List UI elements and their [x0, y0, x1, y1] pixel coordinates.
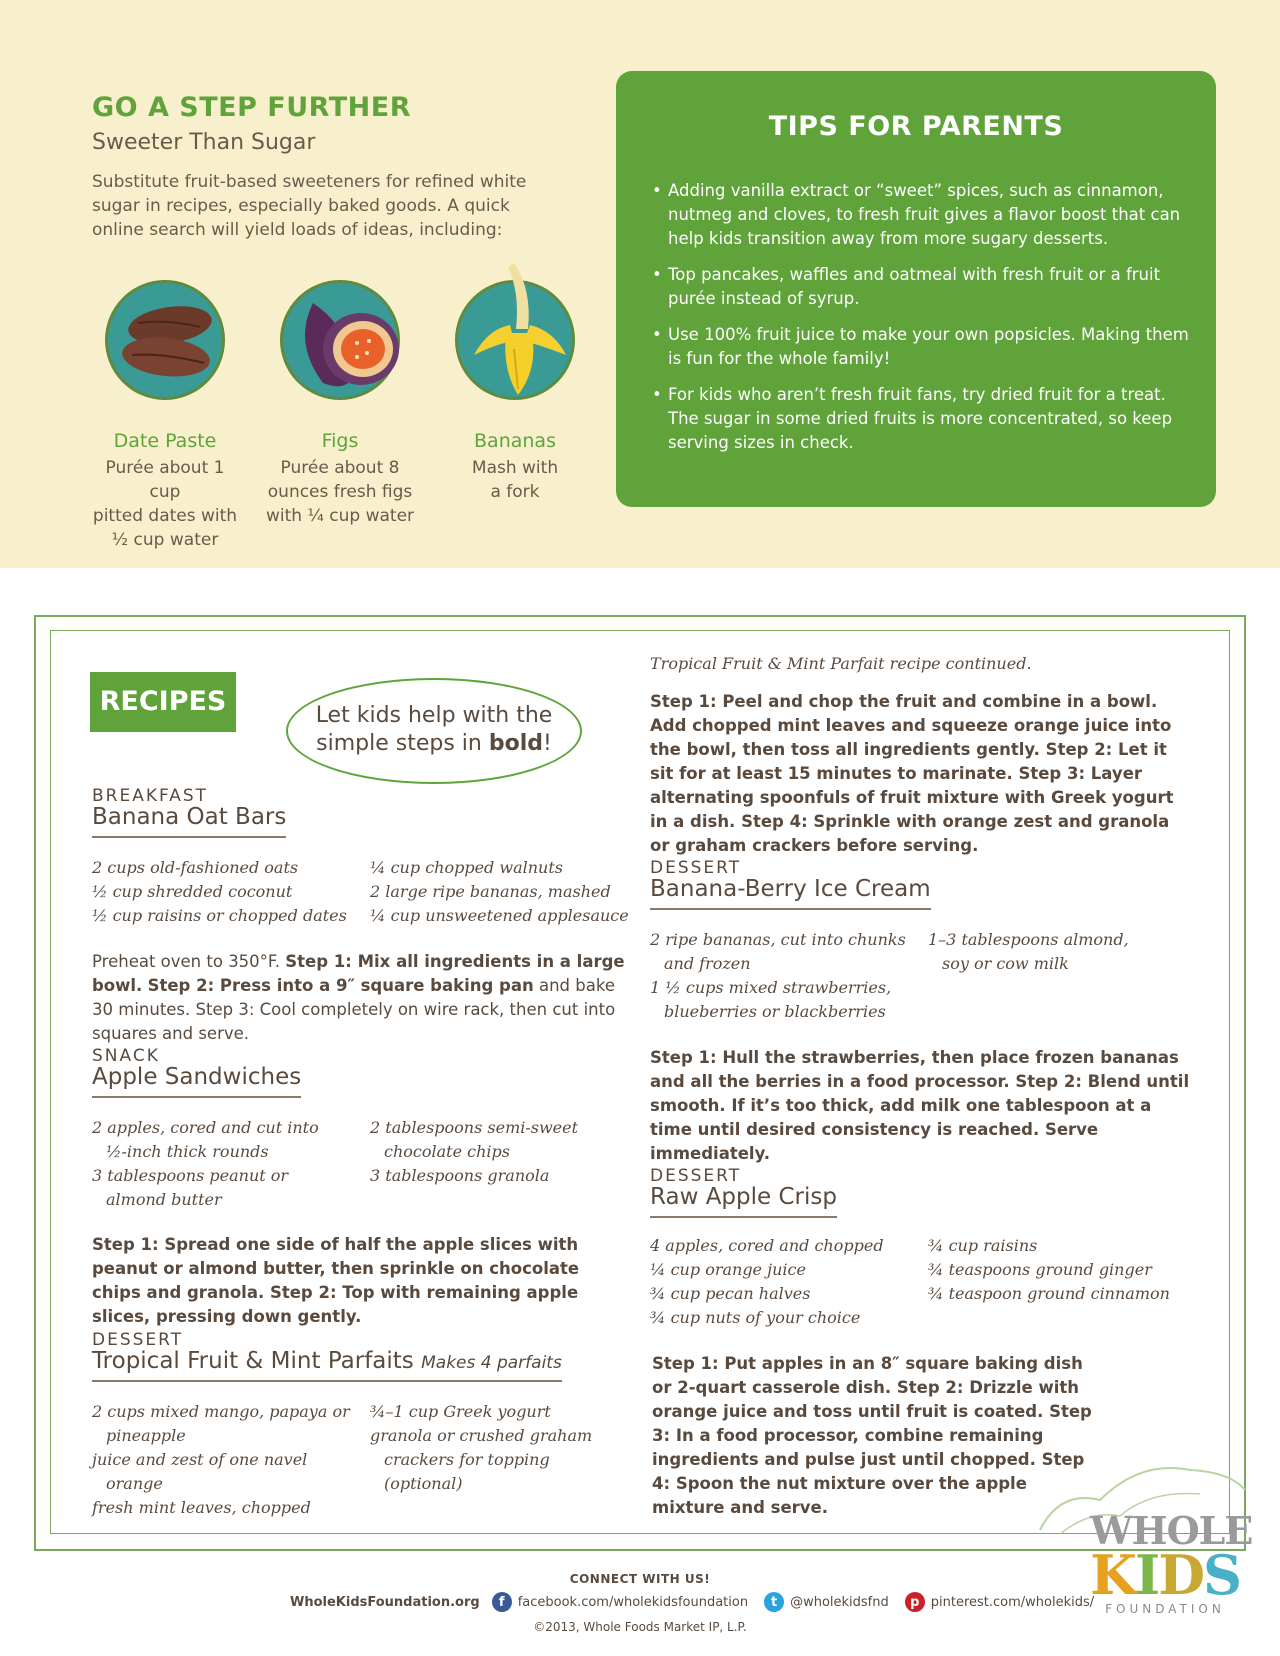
recipe-title: Raw Apple Crisp	[650, 1184, 837, 1218]
copyright: ©2013, Whole Foods Market IP, L.P.	[533, 1620, 747, 1634]
twitter-link[interactable]: t @wholekidsfnd	[764, 1592, 889, 1612]
recipe-steps: Step 1: Spread one side of half the apple slices with peanut or almond butter, then sprinkle on chocolate chips and granola. Step 2: Top with remaining apple slices, pressing down gently.	[92, 1235, 580, 1326]
recipe-title: Apple Sandwiches	[92, 1064, 301, 1098]
tips-box	[616, 71, 1216, 507]
recipe-title: Banana-Berry Ice Cream	[650, 876, 931, 910]
recipe-category: DESSERT	[650, 858, 742, 878]
whole-kids-logo: WHOLE KIDS FOUNDATION	[1090, 1508, 1253, 1616]
recipe-title: Tropical Fruit & Mint Parfaits Makes 4 parfaits	[92, 1348, 562, 1382]
recipe-category: SNACK	[92, 1046, 160, 1066]
ingredients-right: ¾–1 cup Greek yogurt granola or crushed graham crackers for topping (optional)	[370, 1402, 593, 1493]
recipe-title: Banana Oat Bars	[92, 804, 286, 838]
continued-note: Tropical Fruit & Mint Parfait recipe continued.	[650, 654, 1032, 673]
further-subheading: Sweeter Than Sugar	[92, 130, 316, 155]
logo-kids: KIDS	[1090, 1543, 1241, 1607]
fruit-desc: Purée about 1 cup pitted dates with ½ cup water	[92, 458, 238, 550]
ingredients-right: ¾ cup raisins ¾ teaspoons ground ginger ¾ teaspoon ground cinnamon	[928, 1236, 1170, 1303]
dates-icon	[105, 280, 225, 400]
further-text: Substitute fruit-based sweeteners for refined white sugar in recipes, especially baked goods. A quick online search will yield loads of ideas, including:	[92, 172, 527, 240]
fig-icon	[280, 280, 400, 400]
recipe-steps: Step 1: Put apples in an 8″ square baking dish or 2-quart casserole dish. Step 2: Drizzle with orange juice and toss until fruit is coated. Step 3: In a food processor, combine remaining ingredients and pulse just until chopped. Step 4: Spoon the nut mixture over the apple mixture and serve.	[652, 1354, 1092, 1517]
recipe-category: DESSERT	[92, 1330, 184, 1350]
ingredients-left: 2 cups old-fashioned oats ½ cup shredded coconut ½ cup raisins or chopped dates	[92, 858, 347, 925]
tip-item: • For kids who aren’t fresh fruit fans, try dried fruit for a treat. The sugar in some dried fruits is more concentrated, so keep serving sizes in check.	[652, 383, 1192, 455]
ingredients-right: ¼ cup chopped walnuts 2 large ripe bananas, mashed ¼ cup unsweetened applesauce	[370, 858, 629, 925]
social-links	[290, 1590, 1110, 1614]
fruit-date-paste	[90, 262, 240, 552]
tips-heading: TIPS FOR PARENTS	[768, 111, 1064, 142]
recipes-tag: RECIPES	[90, 672, 236, 732]
ingredients-right: 1–3 tablespoons almond, soy or cow milk	[928, 930, 1129, 973]
recipe-steps: Step 1: Hull the strawberries, then place frozen bananas and all the berries in a food processor. Step 2: Blend until smooth. If it’s too thick, add milk one tablespoon at a time until desired consistency is reached. Serve immediately.	[650, 1048, 1190, 1163]
twitter-icon: t	[764, 1592, 784, 1612]
tip-item: • Use 100% fruit juice to make your own popsicles. Making them is fun for the whole family!	[652, 323, 1192, 371]
fruit-name: Figs	[321, 430, 359, 452]
recipe-category: DESSERT	[650, 1166, 742, 1186]
website-link[interactable]: WholeKidsFoundation.org	[290, 1594, 480, 1610]
facebook-icon: f	[492, 1592, 512, 1612]
fruit-bananas	[440, 262, 590, 504]
connect-heading: CONNECT WITH US!	[569, 1572, 711, 1586]
ingredients-left: 2 cups mixed mango, papaya or pineapple juice and zest of one navel orange fresh mint leaves, chopped	[92, 1402, 350, 1517]
ingredients-right: 2 tablespoons semi-sweet chocolate chips 3 tablespoons granola	[370, 1118, 579, 1185]
ingredients-left: 4 apples, cored and chopped ¼ cup orange juice ¾ cup pecan halves ¾ cup nuts of your choice	[650, 1236, 884, 1327]
tip-item: • Top pancakes, waffles and oatmeal with fresh fruit or a fruit purée instead of syrup.	[652, 263, 1192, 311]
ingredients-left: 2 apples, cored and cut into ½-inch thick rounds 3 tablespoons peanut or almond butter	[92, 1118, 319, 1209]
ingredients-left: 2 ripe bananas, cut into chunks and frozen 1 ½ cups mixed strawberries, blueberries or blackberries	[650, 930, 906, 1021]
tip-item: • Adding vanilla extract or “sweet” spices, such as cinnamon, nutmeg and cloves, to fresh fruit gives a flavor boost that can help kids transition away from more sugary desserts.	[652, 179, 1192, 251]
banana-icon	[455, 280, 575, 400]
fruit-desc: Purée about 8 ounces fresh figs with ¼ cup water	[265, 458, 415, 526]
recipe-category: BREAKFAST	[92, 786, 209, 806]
tips-list	[652, 179, 1192, 467]
pinterest-link[interactable]: p pinterest.com/wholekids/	[905, 1592, 1094, 1612]
further-heading: GO A STEP FURTHER	[92, 92, 411, 123]
recipe-steps: Preheat oven to 350°F. Step 1: Mix all ingredients in a large bowl. Step 2: Press into a 9″ square baking pan and bake 30 minutes. Step 3: Cool completely on wire rack, then cut into squares and serve.	[92, 952, 625, 1043]
facebook-link[interactable]: f facebook.com/wholekidsfoundation	[492, 1592, 748, 1612]
fruit-figs	[265, 262, 415, 528]
fruit-name: Bananas	[474, 430, 556, 452]
fruit-name: Date Paste	[113, 430, 217, 452]
kids-help-bubble: Let kids help with the simple steps in bold!	[286, 678, 582, 784]
fruit-desc: Mash with a fork	[471, 458, 559, 502]
recipe-steps: Step 1: Peel and chop the fruit and combine in a bowl. Add chopped mint leaves and squeeze orange juice into the bowl, then toss all ingredients gently. Step 2: Let it sit for at least 15 minutes to marinate. Step 3: Layer alternating spoonfuls of fruit mixture with Greek yogurt in a dish. Step 4: Sprinkle with orange zest and granola or graham crackers before serving.	[650, 692, 1174, 855]
pinterest-icon: p	[905, 1592, 925, 1612]
